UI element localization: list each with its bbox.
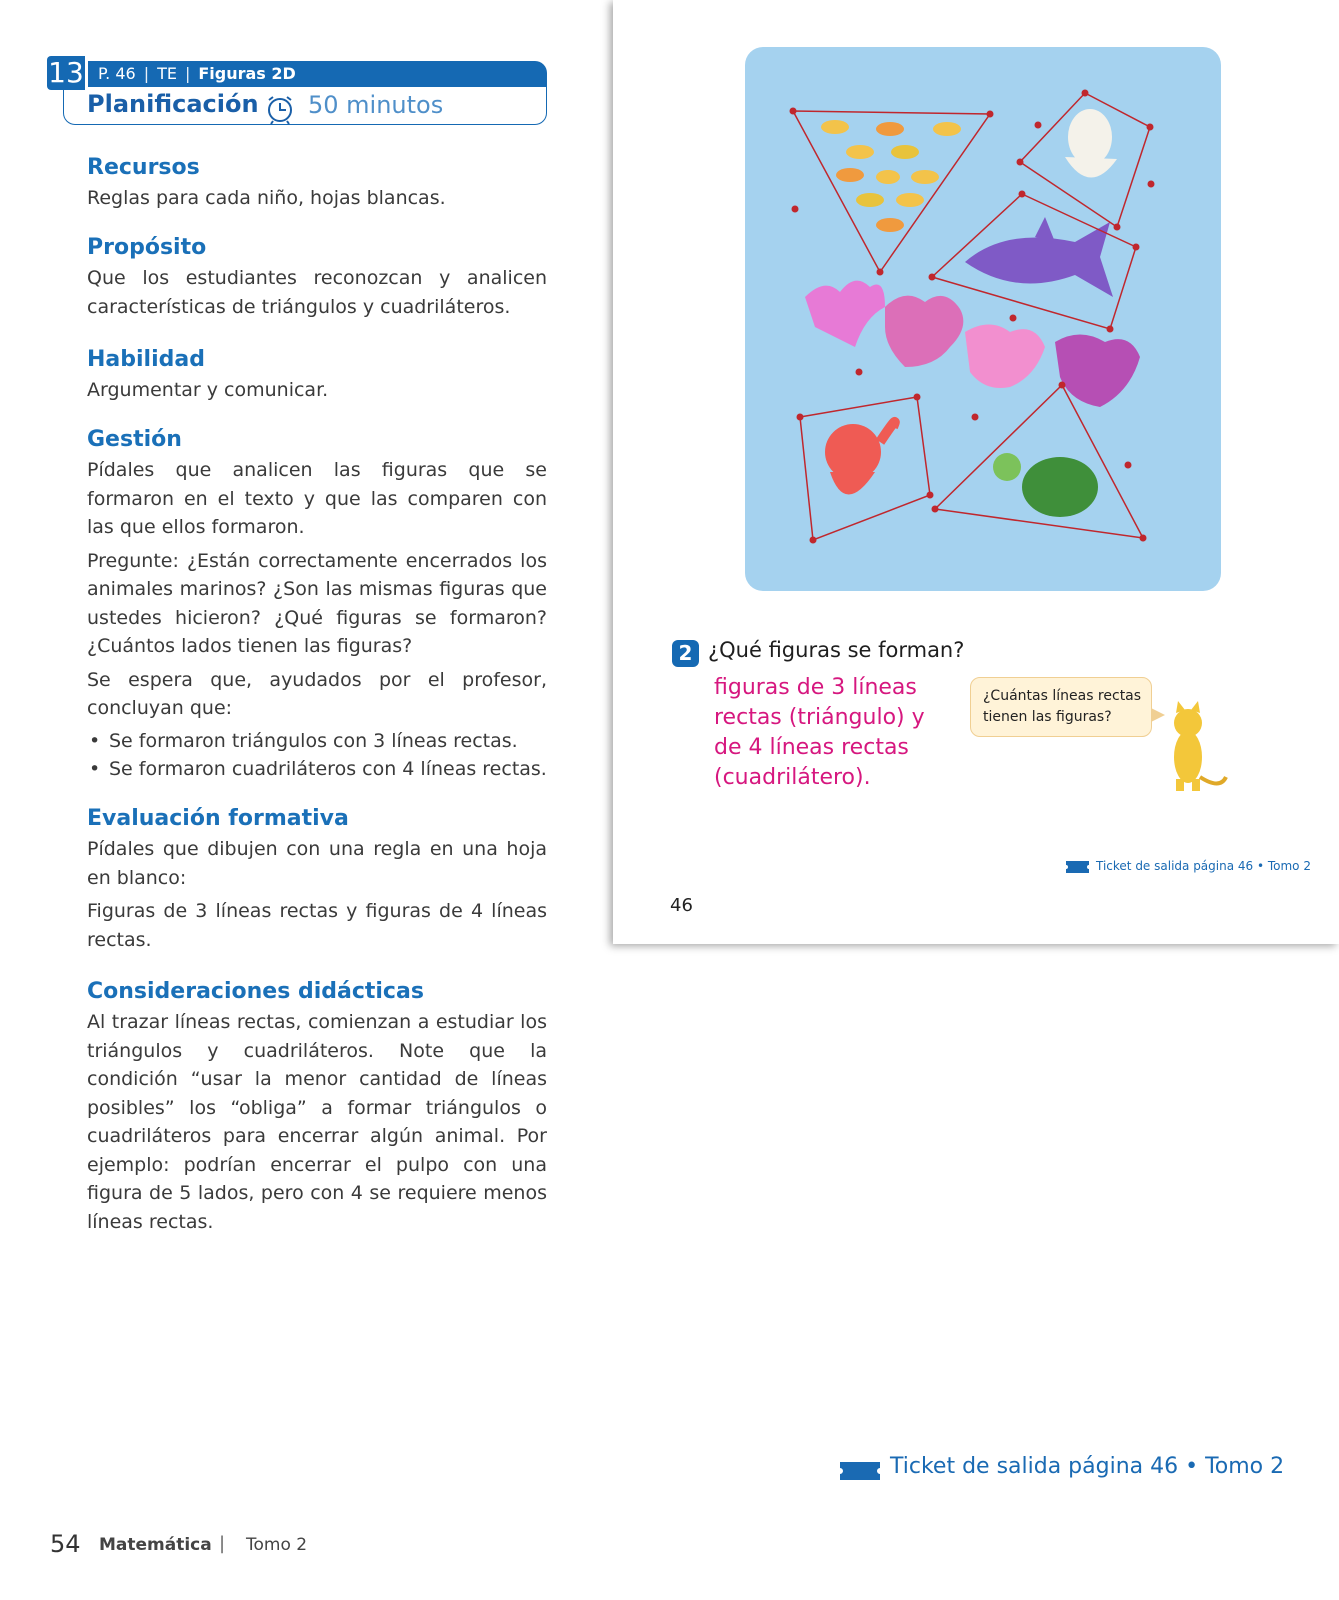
handwritten-answer: figuras de 3 líneas rectas (triángulo) y de 4 líneas rectas (cuadrilátero). xyxy=(714,675,925,790)
section-text: Pregunte: ¿Están correctamente encerrados los animales marinos? ¿Son las mismas figuras que ustedes hicieron? ¿Qué figuras se formaron? ¿Cuántos lados tienen las figuras? xyxy=(87,549,547,657)
student-ticket-label: Ticket de salida página 46 • Tomo 2 xyxy=(1096,859,1311,873)
plan-duration: 50 minutos xyxy=(308,91,444,119)
ticket-icon xyxy=(1066,861,1089,873)
ticket-icon xyxy=(840,1462,880,1480)
section-text: Reglas para cada niño, hojas blancas. xyxy=(87,187,446,209)
section-title: Evaluación formativa xyxy=(87,806,349,831)
section-title: Gestión xyxy=(87,427,182,452)
section-proposito xyxy=(87,232,547,321)
lesson-number: 13 xyxy=(48,56,84,89)
section-text: Que los estudiantes reconozcan y analicen características de triángulos y cuadriláteros. xyxy=(87,267,547,318)
sea-animals-scene xyxy=(745,47,1221,591)
section-title: Recursos xyxy=(87,155,200,180)
student-page-number: 46 xyxy=(670,895,693,916)
bullet-item: • Se formaron cuadriláteros con 4 líneas rectas. xyxy=(87,755,547,784)
section-text: Figuras de 3 líneas rectas y figuras de 4 líneas rectas. xyxy=(87,900,547,951)
cat-mascot-illustration xyxy=(1160,695,1228,795)
section-text: Pídales que analicen las figuras que se formaron en el texto y que las comparen con las que ellos formaron. xyxy=(87,459,547,538)
section-text: Al trazar líneas rectas, comienzan a estudiar los triángulos y cuadriláteros. Note que la condición “usar la menor cantidad de líneas posibles” los “obliga” a formar triángulos o cuadriláteros para encerrar algún animal. Por ejemplo: podrían encerrar el pulpo con una figura de 5 lados, pero con 4 se requiere menos líneas rectas. xyxy=(87,1011,547,1233)
question-text: ¿Qué figuras se forman? xyxy=(708,638,965,662)
footer-separator: | xyxy=(219,1533,226,1554)
lesson-header-bar: P. 46 | TE | Figuras 2D xyxy=(88,61,547,87)
section-gestion xyxy=(87,424,547,784)
topic-label: Figuras 2D xyxy=(198,64,296,83)
section-evaluacion xyxy=(87,803,547,954)
section-text: Argumentar y comunicar. xyxy=(87,379,329,401)
plan-title: Planificación xyxy=(87,90,259,118)
ticket-label: Ticket de salida página 46 • Tomo 2 xyxy=(890,1454,1285,1479)
section-text: Se espera que, ayudados por el profesor, concluyan que: xyxy=(87,668,547,719)
section-title: Propósito xyxy=(87,235,207,260)
footer-volume: Tomo 2 xyxy=(246,1535,308,1555)
section-consideraciones xyxy=(87,976,547,1236)
section-habilidad xyxy=(87,344,547,405)
footer-subject: Matemática xyxy=(99,1535,212,1555)
alarm-clock-icon xyxy=(264,93,296,125)
section-recursos xyxy=(87,152,547,213)
section-text: Pídales que dibujen con una regla en una hoja en blanco: xyxy=(87,838,547,889)
speech-bubble: ¿Cuántas líneas rectas tienen las figuras? xyxy=(970,677,1152,737)
footer-page-number: 54 xyxy=(50,1530,81,1558)
section-title: Habilidad xyxy=(87,347,205,372)
page-ref: P. 46 xyxy=(98,64,136,83)
bullet-item: • Se formaron triángulos con 3 líneas rectas. xyxy=(87,727,547,756)
te-label: TE xyxy=(157,64,177,83)
section-title: Consideraciones didácticas xyxy=(87,979,424,1004)
question-number-badge: 2 xyxy=(672,640,699,667)
